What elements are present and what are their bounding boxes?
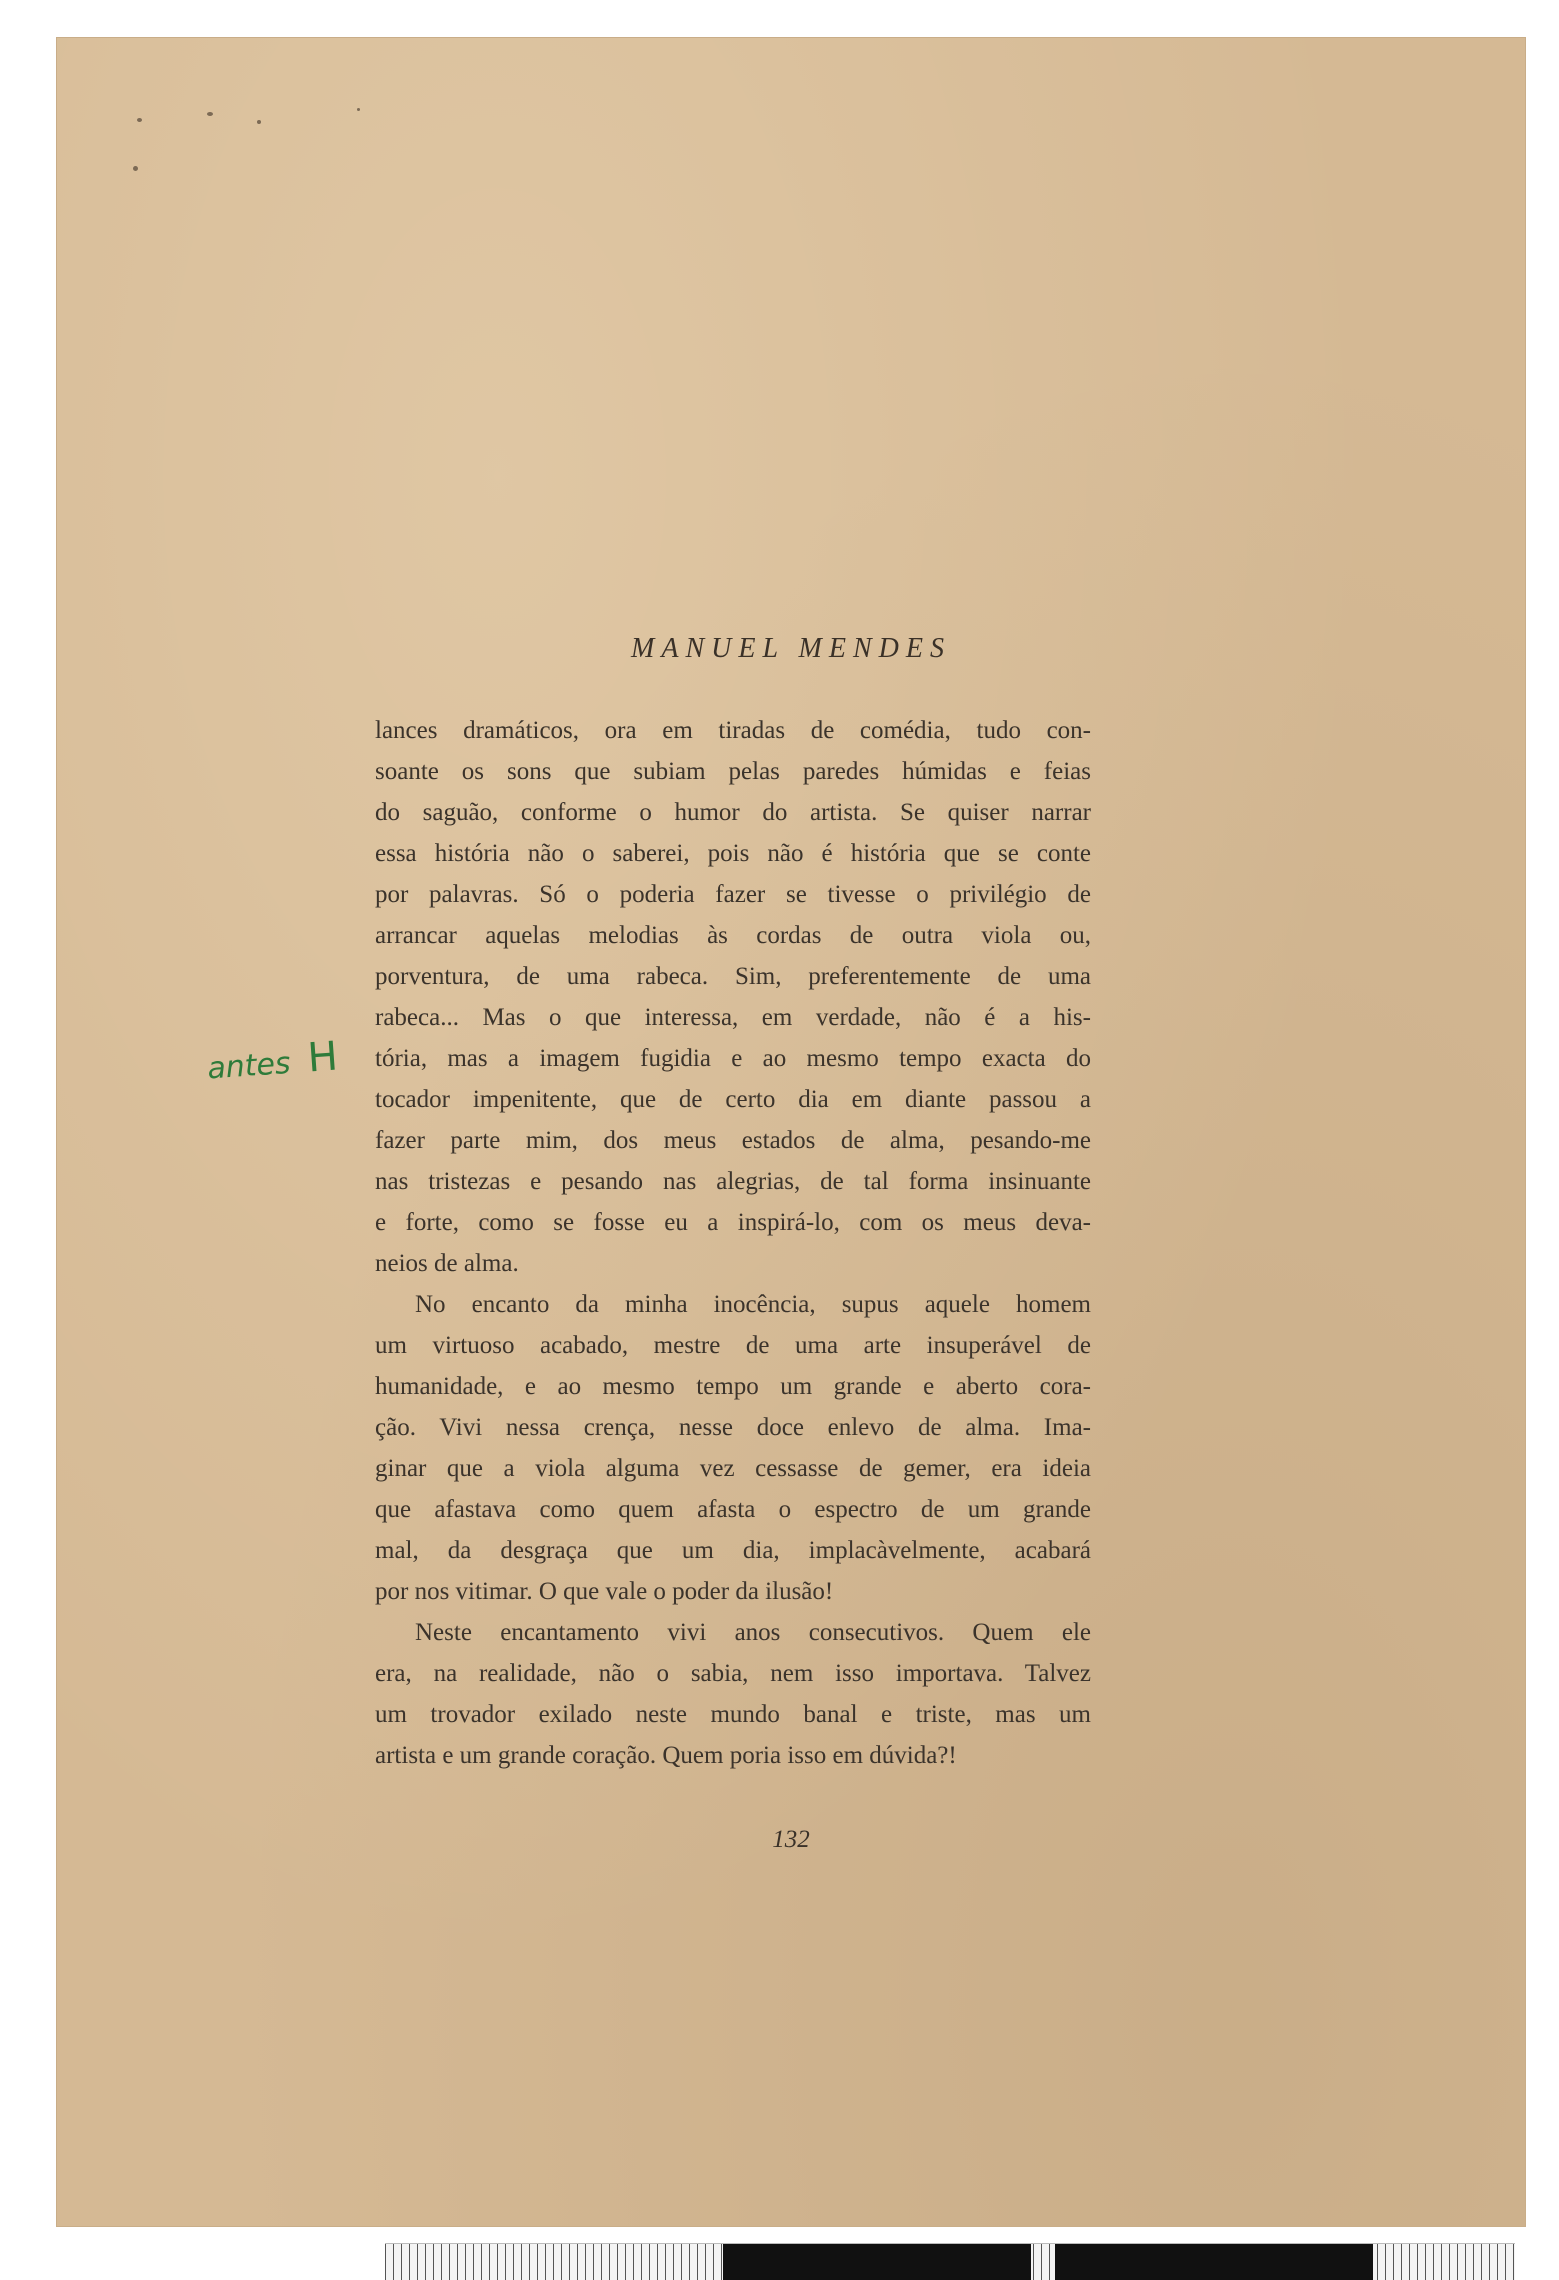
text-line: ginar que a viola alguma vez cessasse de gemer, era ideia bbox=[375, 1455, 1091, 1482]
text-line: por palavras. Só o poderia fazer se tivesse o privilégio de bbox=[375, 881, 1091, 908]
text-line: No encanto da minha inocência, supus aquele homem bbox=[415, 1291, 1091, 1318]
text-line: soante os sons que subiam pelas paredes húmidas e feias bbox=[375, 758, 1091, 785]
text-line: tocador impenitente, que de certo dia em diante passou a bbox=[375, 1086, 1091, 1113]
paper-speck bbox=[133, 166, 138, 171]
margin-annotation-text: antes bbox=[206, 1045, 292, 1087]
margin-annotation bbox=[206, 1033, 340, 1088]
scale-ruler bbox=[385, 2243, 1515, 2280]
text-line: ção. Vivi nessa crença, nesse doce enlevo de alma. Ima- bbox=[375, 1414, 1091, 1441]
text-line: neios de alma. bbox=[375, 1250, 519, 1277]
ruler-black-segment bbox=[1055, 2244, 1373, 2280]
paper-speck bbox=[357, 108, 360, 111]
text-line: lances dramáticos, ora em tiradas de comédia, tudo con- bbox=[375, 717, 1091, 744]
text-line: Neste encantamento vivi anos consecutivos. Quem ele bbox=[415, 1619, 1091, 1646]
text-line: humanidade, e ao mesmo tempo um grande e aberto cora- bbox=[375, 1373, 1091, 1400]
paper-speck bbox=[257, 120, 261, 124]
text-line: que afastava como quem afasta o espectro de um grande bbox=[375, 1496, 1091, 1523]
paper-speck bbox=[207, 112, 213, 116]
margin-annotation-mark: H bbox=[306, 1033, 340, 1082]
running-head: MANUEL MENDES bbox=[631, 633, 951, 664]
body-text bbox=[375, 710, 1091, 1776]
text-line: um virtuoso acabado, mestre de uma arte insuperável de bbox=[375, 1332, 1091, 1359]
text-line: essa história não o saberei, pois não é história que se conte bbox=[375, 840, 1091, 867]
text-line: e forte, como se fosse eu a inspirá-lo, com os meus deva- bbox=[375, 1209, 1091, 1236]
text-line: artista e um grande coração. Quem poria isso em dúvida?! bbox=[375, 1742, 957, 1769]
text-line: arrancar aquelas melodias às cordas de outra viola ou, bbox=[375, 922, 1091, 949]
text-line: porventura, de uma rabeca. Sim, preferentemente de uma bbox=[375, 963, 1091, 990]
text-line: fazer parte mim, dos meus estados de alma, pesando-me bbox=[375, 1127, 1091, 1154]
text-line: um trovador exilado neste mundo banal e triste, mas um bbox=[375, 1701, 1091, 1728]
text-line: mal, da desgraça que um dia, implacàvelmente, acabará bbox=[375, 1537, 1091, 1564]
text-line: por nos vitimar. O que vale o poder da ilusão! bbox=[375, 1578, 834, 1605]
ruler-black-segment bbox=[723, 2244, 1031, 2280]
text-line: rabeca... Mas o que interessa, em verdade, não é a his- bbox=[375, 1004, 1091, 1031]
text-line: era, na realidade, não o sabia, nem isso importava. Talvez bbox=[375, 1660, 1091, 1687]
page-number: 132 bbox=[772, 1826, 810, 1853]
text-line: tória, mas a imagem fugidia e ao mesmo tempo exacta do bbox=[375, 1045, 1091, 1072]
document-page bbox=[57, 38, 1525, 2226]
text-line: nas tristezas e pesando nas alegrias, de tal forma insinuante bbox=[375, 1168, 1091, 1195]
paper-speck bbox=[137, 118, 142, 122]
text-line: do saguão, conforme o humor do artista. Se quiser narrar bbox=[375, 799, 1091, 826]
